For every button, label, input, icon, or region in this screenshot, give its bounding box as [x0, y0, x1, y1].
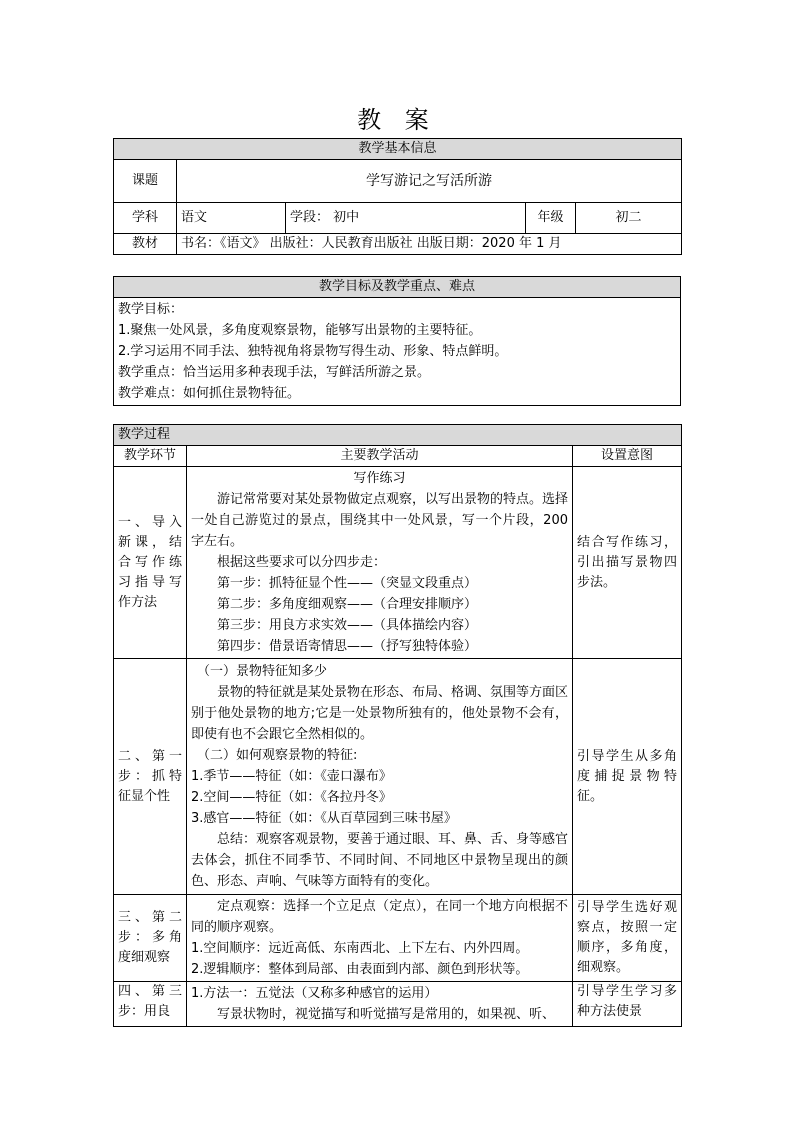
grade-label: 年级 [526, 203, 576, 234]
intent-1: 结合写作练习，引出描写景物四步法。 [573, 467, 682, 659]
step-3: 三、第二步：多角度细观察 [114, 895, 187, 982]
goal-line: 2.学习运用不同手法、独特视角将景物写得生动、形象、特点鲜明。 [118, 344, 508, 359]
subject-label: 学科 [114, 203, 177, 234]
basic-info-table [113, 138, 682, 255]
activity-line: 根据这些要求可以分四步走： [217, 555, 387, 570]
goal-line: 教学重点：恰当运用多种表现手法，写鲜活所游之景。 [118, 365, 431, 380]
activity-3 [187, 895, 573, 982]
goal-line: 1.聚焦一处风景，多角度观察景物，能够写出景物的主要特征。 [118, 323, 482, 338]
topic-value: 学写游记之写活所游 [177, 160, 682, 203]
document-title: 教 案 [357, 106, 437, 134]
activity-line: （二）如何观察景物的特征: [197, 748, 358, 763]
stage-label: 学段： 初中 [286, 203, 526, 234]
goal-line: 教学难点：如何抓住景物特征。 [118, 386, 301, 401]
intent-4: 引导学生学习多种方法使景 [573, 982, 682, 1027]
activity-line: 第二步：多角度细观察——（合理安排顺序） [217, 597, 478, 612]
col-intent-header: 设置意图 [573, 446, 682, 467]
activity-title: 写作练习 [353, 471, 406, 486]
activity-line: 2.逻辑顺序：整体到局部、由表面到内部、颜色到形状等。 [191, 962, 529, 977]
col-activity-header: 主要教学活动 [187, 446, 573, 467]
activity-1 [187, 467, 573, 659]
activity-line: 3.感官——特征（如：《从百草园到三味书屋》 [191, 811, 457, 826]
goal-line: 教学目标： [118, 302, 184, 317]
basic-info-header: 教学基本信息 [114, 139, 682, 160]
intent-2: 引导学生从多角度捕捉景物特征。 [573, 659, 682, 895]
activity-line: 总结：观察客观景物，要善于通过眼、耳、鼻、舌、身等感官去体会，抓住不同季节、不同时间、不同地区中景物呈现出的颜色、形态、声响、气味等方面特有的变化。 [191, 832, 569, 889]
textbook-label: 教材 [114, 234, 177, 255]
step-2: 二、第一步：抓特征显个性 [114, 659, 187, 895]
goals-header: 教学目标及教学重点、难点 [114, 277, 681, 298]
activity-line: 2.空间——特征（如：《各拉丹冬》 [191, 790, 392, 805]
topic-label: 课题 [114, 160, 177, 203]
grade-value: 初二 [576, 203, 682, 234]
activity-2 [187, 659, 573, 895]
activity-line: 第三步：用良方求实效——（具体描绘内容） [217, 618, 478, 633]
activity-line: 1.空间顺序：远近高低、东南西北、上下左右、内外四周。 [191, 941, 529, 956]
step-4: 四、第三步：用良 [114, 982, 187, 1027]
col-step-header: 教学环节 [114, 446, 187, 467]
process-header: 教学过程 [114, 425, 682, 446]
subject-value: 语文 [177, 203, 286, 234]
activity-4 [187, 982, 573, 1027]
activity-line: 定点观察：选择一个立足点（定点），在同一个地方向根据不同的顺序观察。 [191, 899, 568, 935]
step-1: 一、导入新课，结合写作练习指导写作方法 [114, 467, 187, 659]
activity-line: 第一步：抓特征显个性——（突显文段重点） [217, 576, 478, 591]
activity-line: 1.季节——特征（如：《壶口瀑布》 [191, 769, 392, 784]
activity-line: 第四步：借景语寄情思——（抒写独特体验） [217, 639, 478, 654]
activity-line: 游记常常要对某处景物做定点观察，以写出景物的特点。选择一处自己游览过的景点，围绕其中一处风景，写一个片段，200 字左右。 [191, 492, 569, 549]
activity-line: 写景状物时，视觉描写和听觉描写是常用的，如果视、听、 [217, 1007, 556, 1022]
textbook-value: 书名：《语文》 出版社：人民教育出版社 出版日期：2020 年 1 月 [177, 234, 682, 255]
activity-line: 景物的特征就是某处景物在形态、布局、格调、氛围等方面区别于他处景物的地方;它是一处景物所独有的，他处景物不会有，即使有也不会跟它全然相似的。 [191, 685, 569, 742]
goals-table [113, 276, 681, 406]
goals-content [114, 298, 681, 406]
intent-3: 引导学生选好观察点，按照一定顺序，多角度，细观察。 [573, 895, 682, 982]
activity-line: （一）景物特征知多少 [197, 664, 328, 679]
activity-line: 1.方法一：五觉法（又称多种感官的运用） [191, 986, 438, 1001]
process-table [113, 424, 682, 1027]
